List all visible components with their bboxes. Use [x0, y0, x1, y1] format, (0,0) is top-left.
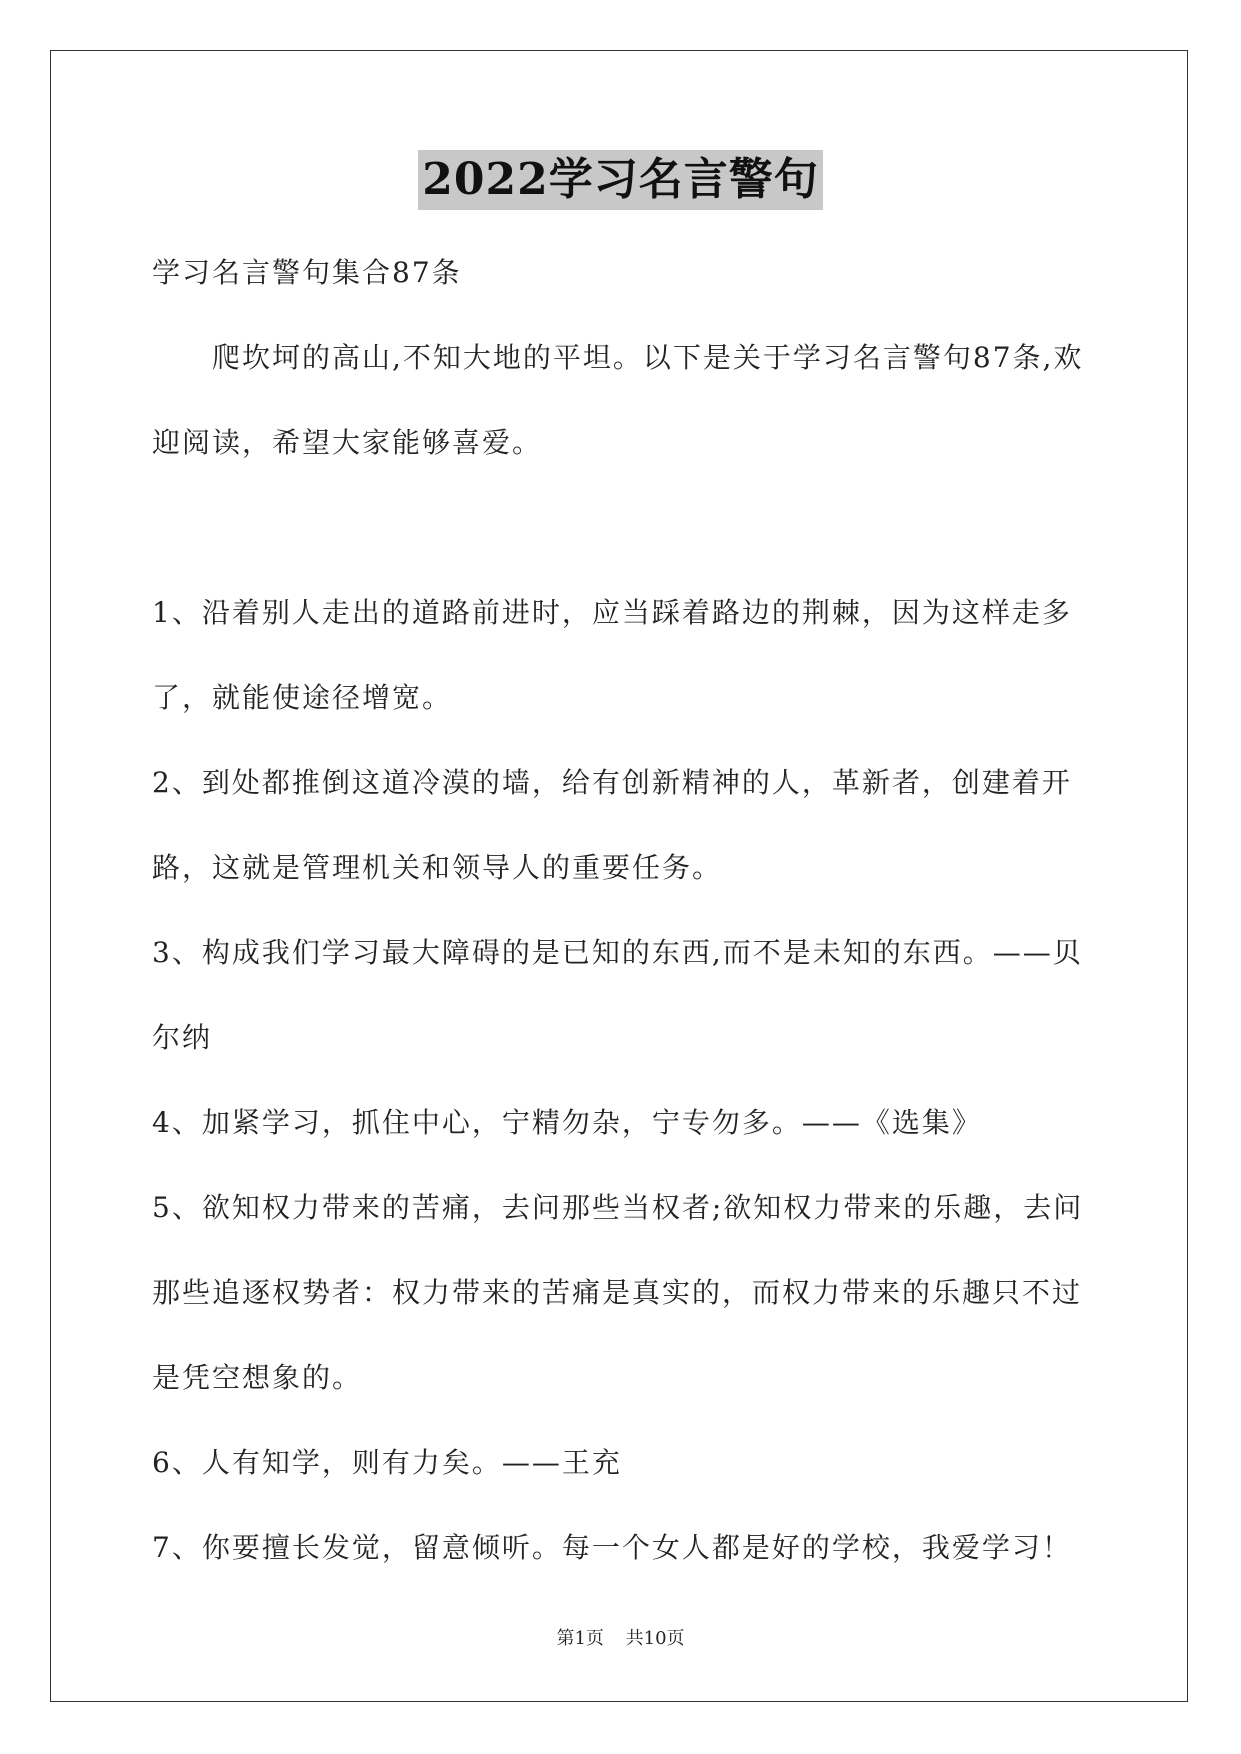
quote-item: 4、加紧学习，抓住中心，宁精勿杂，宁专勿多。——《选集》 — [152, 1106, 982, 1139]
quote-item: 5、欲知权力带来的苦痛，去问那些当权者;欲知权力带来的乐趣，去问那些追逐权势者：权力带来的苦痛是真实的，而权力带来的乐趣只不过是凭空想象的。 — [152, 1191, 1084, 1394]
document-title: 2022学习名言警句 — [418, 150, 822, 210]
intro-paragraph: 爬坎坷的高山,不知大地的平坦。以下是关于学习名言警句87条,欢迎阅读，希望大家能够喜爱。 — [152, 341, 1084, 459]
quote-item: 3、构成我们学习最大障碍的是已知的东西,而不是未知的东西。——贝尔纳 — [152, 936, 1083, 1054]
document-body — [152, 230, 1102, 1590]
title-container — [0, 150, 1241, 210]
quote-item: 2、到处都推倒这道冷漠的墙，给有创新精神的人，革新者，创建着开路，这就是管理机关和领导人的重要任务。 — [152, 766, 1072, 884]
quote-item: 1、沿着别人走出的道路前进时，应当踩着路边的荆棘，因为这样走多了，就能使途径增宽。 — [152, 596, 1072, 714]
subtitle: 学习名言警句集合87条 — [152, 256, 462, 289]
blank-line — [152, 485, 1102, 570]
quote-item: 7、你要擅长发觉，留意倾听。每一个女人都是好的学校，我爱学习！ — [152, 1531, 1072, 1564]
page-number: 第1页 — [556, 1628, 604, 1649]
page-footer — [0, 1624, 1241, 1650]
page-total: 共10页 — [625, 1628, 685, 1649]
quote-item: 6、人有知学，则有力矣。——王充 — [152, 1446, 622, 1479]
